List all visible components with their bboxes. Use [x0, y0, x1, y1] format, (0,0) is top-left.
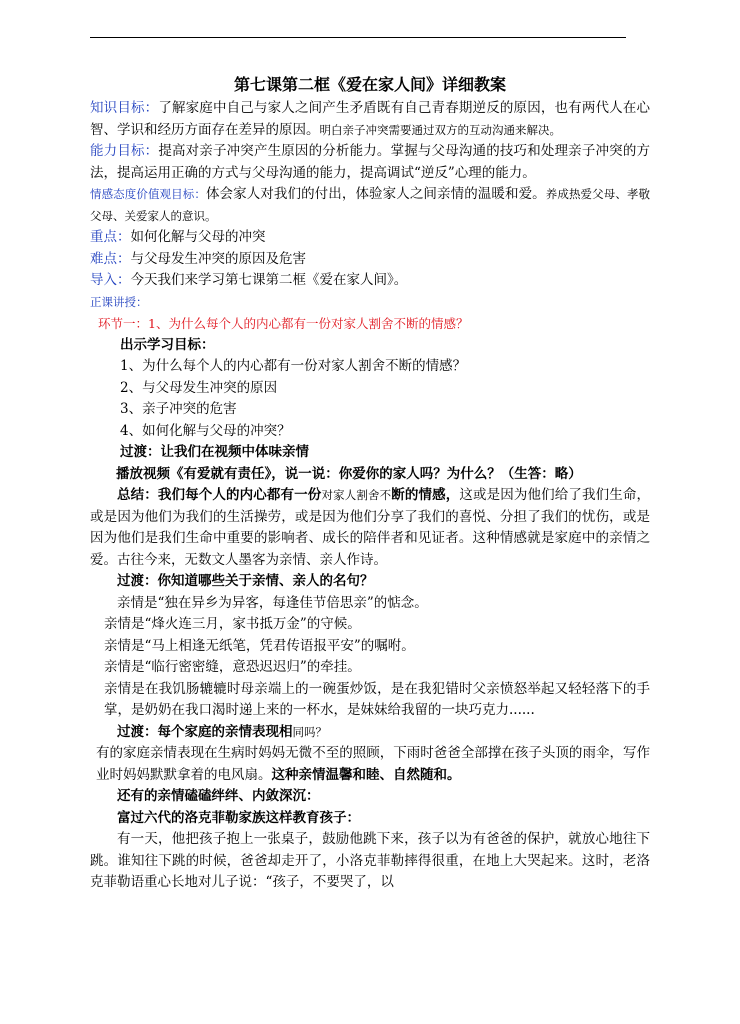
ability-label: 能力目标： — [90, 143, 159, 159]
key-label: 重点： — [90, 229, 131, 245]
quote-line: 亲情是“烽火连三月，家书抵万金”的守候。 — [104, 616, 361, 632]
families-bold: 这种亲情温馨和睦、自然随和。 — [271, 766, 461, 783]
section-heading: 环节一：1、为什么每个人的内心都有一份对家人割舍不断的情感？ — [98, 316, 469, 331]
knowledge-objective — [90, 98, 650, 141]
lecture-label: 正课讲授： — [90, 294, 148, 309]
transition-video: 过渡：让我们在视频中体味亲情 — [120, 444, 309, 460]
attitude-objective — [90, 184, 650, 227]
families-paragraph — [90, 743, 650, 786]
document-body — [90, 74, 650, 894]
knowledge-small: 明白亲子冲突需要通过双方的互动沟通来解决。 — [319, 122, 561, 137]
introduction — [90, 270, 650, 292]
attitude-text: 体会家人对我们的付出，体验家人之间亲情的温暖和爱。 — [205, 186, 546, 202]
attitude-label: 情感态度价值观目标： — [90, 187, 206, 201]
knowledge-text: 了解家庭中自己与家人之间产生矛盾既有自己青春期逆反的原因，也有两代人在心智、学识和经历方面存在差异的原因。 — [90, 100, 650, 138]
quote-line: 亲情是“临行密密缝，意恐迟迟归”的牵挂。 — [104, 659, 361, 675]
goal-item: 1、为什么每个人的内心都有一份对家人割舍不断的情感？ — [120, 358, 467, 374]
intro-text: 今天我们来学习第七课第二框《爱在家人间》。 — [130, 272, 408, 288]
goal-item: 4、如何化解与父母的冲突？ — [120, 422, 291, 439]
key-text: 如何化解与父母的冲突 — [130, 229, 266, 245]
goal-item: 3、亲子冲突的危害 — [120, 401, 237, 417]
transition-families — [90, 722, 650, 744]
video-prompt: 播放视频《有爱就有责任》，说一说：你爱你的家人吗？为什么？（生答：略） — [116, 465, 582, 482]
knowledge-label: 知识目标： — [90, 100, 159, 116]
quote-line: 亲情是“独在异乡为异客，每逢佳节倍思亲”的惦念。 — [117, 594, 428, 611]
rockefeller-heading: 富过六代的洛克菲勒家族这样教育孩子： — [117, 809, 360, 826]
transition-families-small: 同吗？ — [292, 724, 327, 739]
show-goals: 出示学习目标： — [120, 336, 215, 353]
story-paragraph: 有一天，他把孩子抱上一张桌子，鼓励他跳下来，孩子以为有爸爸的保护，就放心地往下跳。谁知往下跳的时候，爸爸却走开了，小洛克菲勒摔得很重，在地上大哭起来。这时，老洛克菲勒语重心长地对儿子说：“孩子，不要哭了，以 — [90, 831, 650, 890]
transition-quotes: 过渡：你知道哪些关于亲情、亲人的名句？ — [117, 573, 374, 589]
summary-bold: 总结：我们每个人的内心都有一份 — [117, 487, 322, 503]
summary-rest: 这或是因为他们给了我们生命，或是因为他们为我们的生活操劳，或是因为他们分享了我们的喜悦、分担了我们的忧伤，或是因为他们是我们生命中重要的影响者、成长的陪伴者和见证者。这种情感就是家庭中的亲情之爱。古往今来，无数文人墨客为亲情、亲人作诗。 — [90, 487, 651, 568]
kinship-paragraph: 亲情是在我饥肠辘辘时母亲端上的一碗蛋炒饭，是在我犯错时父亲愤怒举起又轻轻落下的手掌，是奶奶在我口渴时递上来的一杯水，是妹妹给我留的一块巧克力...... — [104, 680, 650, 718]
header-rule — [90, 37, 626, 38]
ability-text: 提高对亲子冲突产生原因的分析能力。掌握与父母沟通的技巧和处理亲子冲突的方法，提高运用正确的方式与父母沟通的能力，提高调试“逆反”心理的能力。 — [90, 143, 650, 181]
key-point — [90, 227, 650, 249]
difficulty-label: 难点： — [90, 250, 131, 267]
page-title: 第七课第二框《爱在家人间》详细教案 — [233, 75, 506, 94]
also-heading: 还有的亲情磕磕绊绊、内敛深沉： — [117, 788, 320, 804]
difficulty-text: 与父母发生冲突的原因及危害 — [130, 250, 306, 267]
attitude-small: 养成热爱父母、孝敬父母、关爱家人的意识。 — [90, 187, 651, 223]
difficulty-point — [90, 249, 650, 271]
summary-paragraph — [90, 485, 650, 571]
intro-label: 导入： — [90, 272, 131, 288]
ability-objective — [90, 141, 650, 184]
goal-item: 2、与父母发生冲突的原因 — [120, 379, 278, 396]
quote-line: 亲情是“马上相逢无纸笔，凭君传语报平安”的嘱咐。 — [104, 637, 415, 654]
summary-small: 对家人割舍不 — [321, 488, 392, 502]
summary-bold-2: 断的情感， — [391, 487, 460, 503]
families-text: 有的家庭亲情表现在生病时妈妈无微不至的照顾，下雨时爸爸全部撑在孩子头顶的雨伞，写作业时妈妈默默拿着的电风扇。 — [96, 745, 650, 783]
transition-families-bold: 过渡：每个家庭的亲情表现相 — [117, 723, 293, 740]
